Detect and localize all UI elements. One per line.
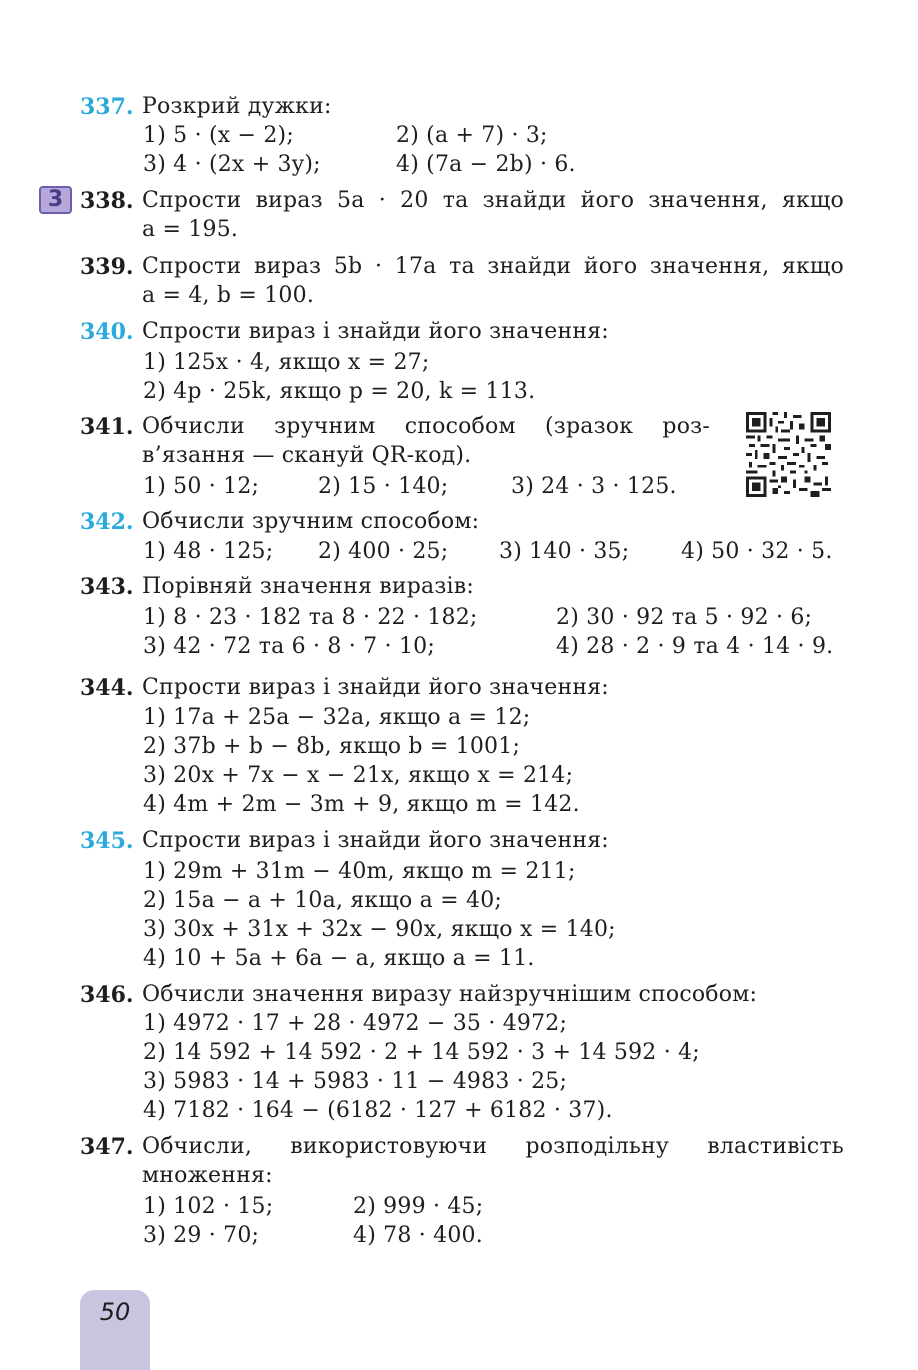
task-345-item-2: 2) 15a − a + 10a, якщо a = 40; [143, 888, 502, 913]
task-347-item-1: 1) 102 · 15; [143, 1194, 274, 1219]
task-343-item-3: 3) 42 · 72 та 6 · 8 · 7 · 10; [143, 634, 435, 659]
task-346-item-1: 1) 4972 · 17 + 28 · 4972 − 35 · 4972; [143, 1011, 568, 1036]
task-338-line-1: Спрости вираз 5a · 20 та знайди його значення, якщо [142, 188, 844, 213]
task-346-item-4: 4) 7182 · 164 − (6182 · 127 + 6182 · 37). [143, 1098, 613, 1123]
task-337-text: Розкрий дужки: [142, 94, 332, 119]
task-number-345: 345. [80, 828, 134, 854]
task-344-text: Спрости вираз і знайди його значення: [142, 675, 609, 700]
task-342-item-3: 3) 140 · 35; [499, 539, 630, 564]
task-347-item-3: 3) 29 · 70; [143, 1223, 260, 1248]
task-341-item-2: 2) 15 · 140; [318, 474, 449, 499]
task-number-344: 344. [80, 675, 134, 701]
task-341-item-3: 3) 24 · 3 · 125. [511, 474, 677, 499]
task-338-line-2: a = 195. [142, 217, 239, 242]
task-339-line-2: a = 4, b = 100. [142, 283, 315, 308]
task-340-item-2: 2) 4p · 25k, якщо p = 20, k = 113. [143, 379, 536, 404]
task-343-text: Порівняй значення виразів: [142, 574, 474, 599]
task-340-text: Спрости вираз і знайди його значення: [142, 319, 609, 344]
task-337-item-1: 1) 5 · (x − 2); [143, 123, 294, 148]
task-342-item-4: 4) 50 · 32 · 5. [681, 539, 833, 564]
task-number-346: 346. [80, 982, 134, 1008]
page-number: 50 [99, 1298, 131, 1326]
task-number-340: 340. [80, 319, 134, 345]
task-345-text: Спрости вираз і знайди його значення: [142, 828, 609, 853]
task-number-342: 342. [80, 509, 134, 535]
task-342-item-2: 2) 400 · 25; [318, 539, 449, 564]
task-341-item-1: 1) 50 · 12; [143, 474, 260, 499]
task-339-line-1: Спрости вираз 5b · 17a та знайди його значення, якщо [142, 254, 844, 279]
task-344-item-3: 3) 20x + 7x − x − 21x, якщо x = 214; [143, 763, 574, 788]
task-347-item-4: 4) 78 · 400. [353, 1223, 483, 1248]
qr-code-icon[interactable] [746, 412, 831, 497]
task-347-line-1: Обчисли, використовуючи розподільну властивість [142, 1134, 844, 1159]
task-345-item-3: 3) 30x + 31x + 32x − 90x, якщо x = 140; [143, 917, 616, 942]
page-number-tab [80, 1290, 150, 1370]
task-343-item-4: 4) 28 · 2 · 9 та 4 · 14 · 9. [556, 634, 834, 659]
task-342-item-1: 1) 48 · 125; [143, 539, 274, 564]
task-number-337: 337. [80, 94, 134, 120]
task-342-text: Обчисли зручним способом: [142, 509, 480, 534]
task-345-item-4: 4) 10 + 5a + 6a − a, якщо a = 11. [143, 946, 535, 971]
task-341-line-2: в’язання — скануй QR-код). [142, 443, 472, 468]
task-337-item-3: 3) 4 · (2x + 3y); [143, 152, 321, 177]
task-346-item-2: 2) 14 592 + 14 592 · 2 + 14 592 · 3 + 14 592 · 4; [143, 1040, 700, 1065]
task-345-item-1: 1) 29m + 31m − 40m, якщо m = 211; [143, 859, 576, 884]
task-341-line-1: Обчисли зручним способом (зразок роз- [142, 414, 710, 439]
difficulty-badge: 3 [39, 186, 72, 214]
task-number-338: 338. [80, 188, 134, 214]
task-number-341: 341. [80, 414, 134, 440]
task-number-347: 347. [80, 1134, 134, 1160]
task-344-item-4: 4) 4m + 2m − 3m + 9, якщо m = 142. [143, 792, 580, 817]
task-347-item-2: 2) 999 · 45; [353, 1194, 484, 1219]
task-347-line-2: множення: [142, 1163, 273, 1188]
task-344-item-2: 2) 37b + b − 8b, якщо b = 1001; [143, 734, 521, 759]
task-343-item-2: 2) 30 · 92 та 5 · 92 · 6; [556, 605, 813, 630]
task-337-item-2: 2) (a + 7) · 3; [396, 123, 548, 148]
task-340-item-1: 1) 125x · 4, якщо x = 27; [143, 350, 430, 375]
task-343-item-1: 1) 8 · 23 · 182 та 8 · 22 · 182; [143, 605, 478, 630]
task-344-item-1: 1) 17a + 25a − 32a, якщо a = 12; [143, 705, 531, 730]
task-346-item-3: 3) 5983 · 14 + 5983 · 11 − 4983 · 25; [143, 1069, 568, 1094]
task-337-item-4: 4) (7a − 2b) · 6. [396, 152, 576, 177]
task-346-text: Обчисли значення виразу найзручнішим способом: [142, 982, 758, 1007]
task-number-343: 343. [80, 574, 134, 600]
task-number-339: 339. [80, 254, 134, 280]
